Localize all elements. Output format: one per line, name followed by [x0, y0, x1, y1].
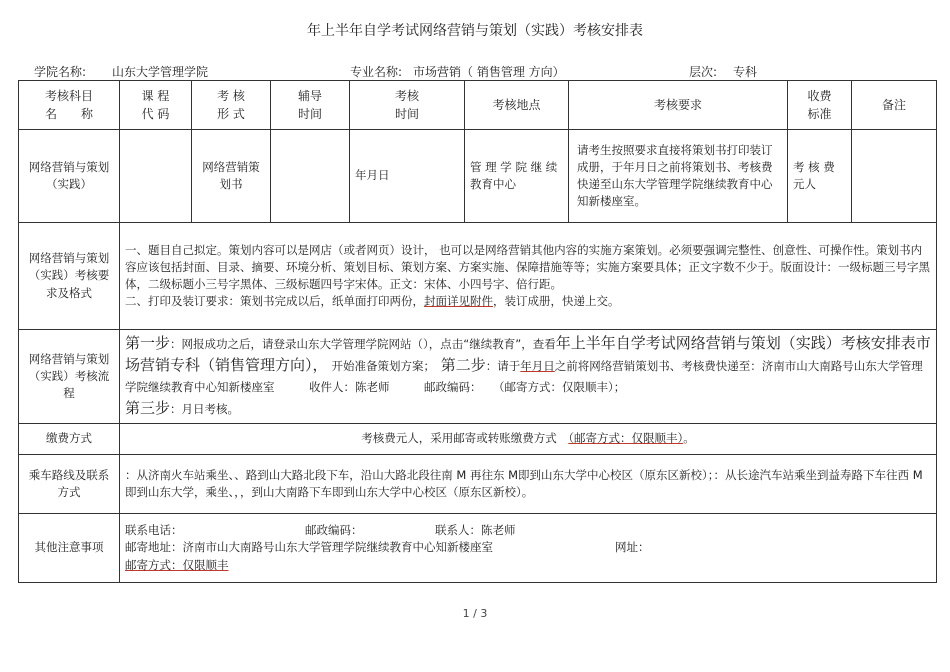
header-location: 考核地点 — [465, 81, 569, 130]
process-label: 网络营销与策划（实践）考核流程 — [19, 330, 120, 424]
cell-course-code — [120, 130, 192, 223]
step1-title: 第一步 — [125, 334, 171, 352]
step1-schedule-name: 年上半年自学考试网络营销与策划（实践）考核安排表市场营销专科（销售管理方向）， — [125, 334, 931, 374]
format-text-1: 一、题目自己拟定。策划内容可以是网店（或者网页）设计， 也可以是网络营销其他内容的实施方案策划。必须要强调完整性、创意性、可操作性。策划书内容应该包括封面、目录、摘要、环境分析、策划目标、策划方案、方案实施、保障措施等等；实施方案要具体；正文字数不少于。版面设计：一级标题三号字黑体，二级标题小三号字黑体、三级标题四号字宋体。正文：宋体、小四号字、倍行距。 — [125, 242, 930, 291]
route-label: 乘车路线及联系方式 — [19, 455, 120, 514]
cell-fee: 考 核 费 元人 — [788, 130, 852, 223]
step2-date: 年月日 — [520, 359, 555, 373]
cell-subject: 网络营销与策划（实践） — [19, 130, 120, 223]
continuing-education-link[interactable]: 继续教育 — [469, 337, 516, 351]
process-content: 第一步：网报成功之后，请登录山东大学管理学院网站（），点击“继续教育”，查看年上半年自学考试网络营销与策划（实践）考核安排表市场营销专科（销售管理方向）， 开始准备策划方案； 第二步：请于年月日之前将网络营销策划书、考核费快递至：济南市山大南路号山东大学管理学院继续教育中心知新楼座室 收件人：陈老师 邮政编码： （邮寄方式：仅限顺丰）； 第三步：月日考核。 — [120, 330, 937, 424]
header-subject: 考核科目 名 称 — [19, 81, 120, 130]
other-content: 联系电话： 邮政编码： 联系人：陈老师 邮寄地址：济南市山大南路号山东大学管理学院继续教育中心知新楼座室 网址： 邮寄方式：仅限顺丰 — [120, 514, 937, 583]
header-course-code: 课 程 代 码 — [120, 81, 192, 130]
payment-row — [19, 424, 937, 455]
format-text-2: 二、打印及装订要求：策划书完成以后，纸单面打印两份，封面详见附件，装订成册，快递上交。 — [125, 294, 620, 309]
mail-method: 邮寄方式：仅限顺丰 — [125, 557, 229, 572]
level-label: 层次: — [689, 65, 718, 79]
payment-content: 考核费元人，采用邮寄或转账缴费方式 （邮寄方式：仅限顺丰）。 — [120, 424, 937, 455]
format-content — [120, 223, 937, 330]
route-content: ：从济南火车站乘坐、、路到山大路北段下车，沿山大路北段往南 M 再往东 M即到山东大学中心校区（原东区新校）；：从长途汽车站乘坐到益寿路下车往西 M即到山东大学，乘坐、，，到山大南路下车即到山东大学中心校区（原东区新校）。 — [120, 455, 937, 514]
cover-attachment-link[interactable]: 封面详见附件 — [424, 294, 493, 309]
header-requirements: 考核要求 — [569, 81, 788, 130]
cell-tutor-time — [271, 130, 350, 223]
header-row — [19, 81, 937, 130]
college-label: 学院名称: — [34, 65, 87, 79]
format-row — [19, 223, 937, 330]
cell-location: 管 理 学 院 继 续 教育中心 — [465, 130, 569, 223]
cell-remarks — [852, 130, 937, 223]
major-label: 专业名称: — [350, 65, 403, 79]
header-remarks: 备注 — [852, 81, 937, 130]
header-fee: 收费 标准 — [788, 81, 852, 130]
major-value: 市场营销（ 销售管理 方向） — [413, 65, 565, 79]
header-exam-form: 考 核 形 式 — [192, 81, 271, 130]
route-row — [19, 455, 937, 514]
step2-title: 第二步 — [440, 356, 486, 374]
format-label: 网络营销与策划（实践）考核要求及格式 — [19, 223, 120, 330]
schedule-table — [18, 80, 937, 583]
course-row — [19, 130, 937, 223]
level-value: 专科 — [733, 65, 758, 79]
cell-requirements: 请考生按照要求直接将策划书打印装订成册，于年月日之前将策划书、考核费快递至山东大学管理学院继续教育中心知新楼座室。 — [569, 130, 788, 223]
payment-label: 缴费方式 — [19, 424, 120, 455]
page-title: 年上半年自学考试网络营销与策划（实践）考核安排表 — [307, 23, 643, 39]
college-value: 山东大学管理学院 — [112, 65, 209, 79]
page-number: 1 / 3 — [462, 607, 488, 620]
cell-exam-form: 网络营销策划书 — [192, 130, 271, 223]
header-tutor-time: 辅导 时间 — [271, 81, 350, 130]
step3-title: 第三步 — [125, 399, 171, 417]
cell-exam-time: 年月日 — [350, 130, 465, 223]
header-exam-time: 考核 时间 — [350, 81, 465, 130]
process-row — [19, 330, 937, 424]
other-label: 其他注意事项 — [19, 514, 120, 583]
other-row — [19, 514, 937, 583]
